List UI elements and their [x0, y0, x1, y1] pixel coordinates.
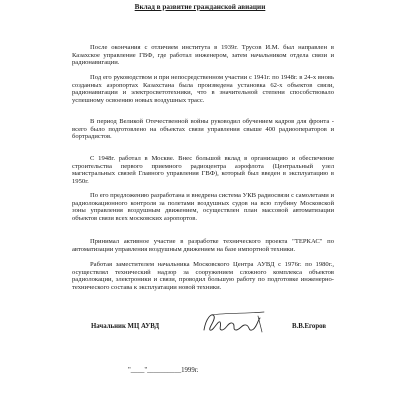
paragraph-6: Принимал активное участие в разработке технического проекта "ТЕРКАС" по автоматизации управления воздушным движением на базе импортной техники. [72, 238, 334, 253]
signatory-position: Начальник МЦ АУВД [91, 323, 160, 330]
paragraph-3: В период Великой Отечественной войны руководил обучением кадров для фронта - всего было подготовлено на объектах связи управления свыше 400 радиооператоров и бортрадистов. [72, 118, 334, 140]
paragraph-4: С 1948г. работал в Москве. Внес большой вклад в организацию и обеспечение строительства первого приемного радиоцентра аэрофлота (Центральный узел магистральных связей Главного управления ГВФ), который был введен в эксплуатацию в 1950г. [72, 155, 334, 185]
paragraph-1: После окончания с отличием института в 1939г. Трусов И.М. был направлен в Казахское управление ГВФ, где работал инженером, затем начальником отдела связи и радионавигации. [72, 44, 334, 66]
handwritten-signature [198, 308, 278, 336]
date-line: "____"__________1999г. [128, 367, 199, 374]
paragraph-2: Под его руководством и при непосредственном участии с 1941г. по 1948г. в 24-х вновь созданных аэропортах Казахстана была произведена установка 62-х объектов связи, радионавигации и электросветотехники, что в значительной степени способствовало успешному освоению новых воздушных трасс. [72, 74, 334, 104]
document-title: Вклад в развитие гражданской авиации [134, 3, 266, 11]
signatory-name: В.В.Егоров [292, 323, 326, 330]
paragraph-7: Работая заместителем начальника Московского Центра АУВД с 1976г. по 1980г., осуществлял технический надзор за сооружением сложного комплекса объектов радиолокации, электроники и связи, проводил большую работу по подготовке инженерно-технического состава к эксплуатации новой техники. [72, 261, 334, 291]
paragraph-5: По его предложению разработана и внедрена система УКВ радиосвязи с самолетами и радиолокационного контроля за полетами воздушных судов на всю глубину Московской зоны управления воздушным движением, осуществлен план массовой автоматизации объектов связи всех московских аэропортов. [72, 192, 334, 222]
